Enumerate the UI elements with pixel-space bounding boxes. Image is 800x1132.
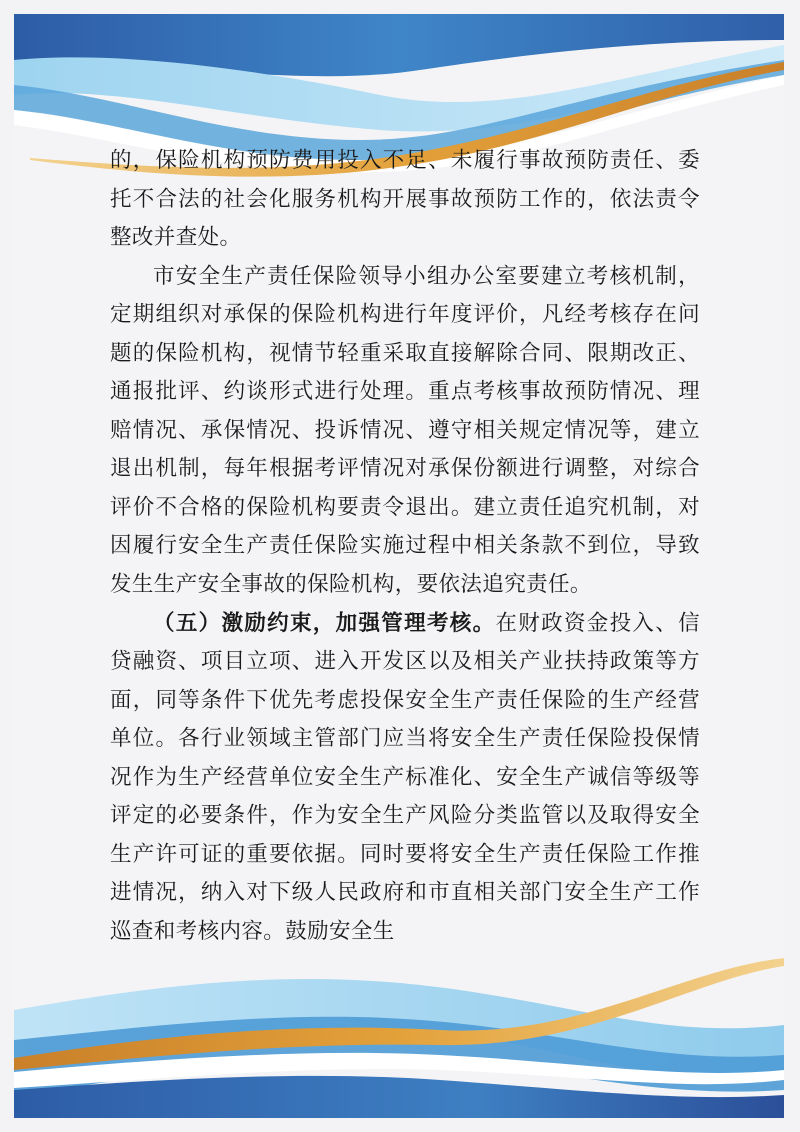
paragraph-3-body: 在财政资金投入、信贷融资、项目立项、进入开发区以及相关产业扶持政策等方面，同等条件下优先考虑投保安全生产责任保险的生产经营单位。各行业领域主管部门应当将安全生产责任保险投保情况作为生产经营单位安全生产标准化、安全生产诚信等级等评定的必要条件，作为安全生产风险分类监管以及取得安全生产许可证的重要依据。同时要将安全生产责任保险工作推进情况，纳入对下级人民政府和市直相关部门安全生产工作巡查和考核内容。鼓励安全生 xyxy=(110,610,700,944)
document-body xyxy=(110,142,700,952)
paragraph-3 xyxy=(110,605,700,952)
paragraph-2: 市安全生产责任保险领导小组办公室要建立考核机制，定期组织对承保的保险机构进行年度评价，凡经考核存在问题的保险机构，视情节轻重采取直接解除合同、限期改正、通报批评、约谈形式进行处理。重点考核事故预防情况、理赔情况、承保情况、投诉情况、遵守相关规定情况等，建立退出机制，每年根据考评情况对承保份额进行调整，对综合评价不合格的保险机构要责令退出。建立责任追究机制，对因履行安全生产责任保险实施过程中相关条款不到位，导致发生生产安全事故的保险机构，要依法追究责任。 xyxy=(110,263,700,597)
bottom-wave-decoration xyxy=(0,930,800,1132)
section-heading-5: （五）激励约束，加强管理考核。 xyxy=(153,610,496,636)
paragraph-1: 的，保险机构预防费用投入不足、未履行事故预防责任、委托不合法的社会化服务机构开展事故预防工作的，依法责令整改并查处。 xyxy=(110,148,700,250)
